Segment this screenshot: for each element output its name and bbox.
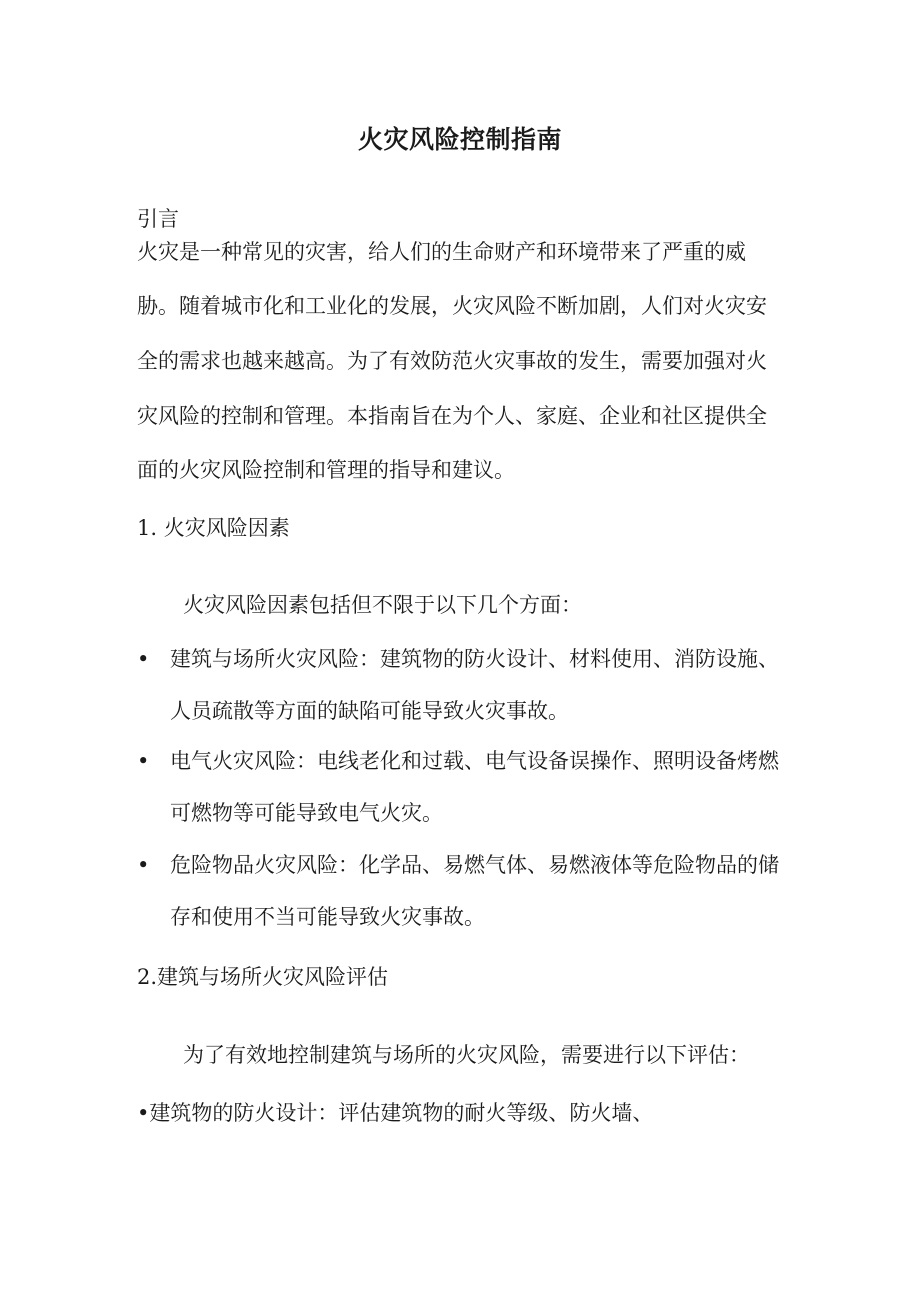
section1-item-1-line-1: 建筑与场所火灾风险：建筑物的防火设计、材料使用、消防设施、 <box>170 647 779 671</box>
intro-line-5: 面的火灾风险控制和管理的指导和建议。 <box>137 458 515 482</box>
intro-line-3: 全的需求也越来越高。为了有效防范火灾事故的发生，需要加强对火 <box>137 349 767 373</box>
section1-bullet-1: • <box>137 647 150 671</box>
document-title: 火灾风险控制指南 <box>357 125 562 154</box>
section1-bullet-3: • <box>137 853 150 877</box>
intro-heading: 引言 <box>137 207 179 231</box>
section2-lead: 为了有效地控制建筑与场所的火灾风险，需要进行以下评估： <box>183 1043 750 1067</box>
section1-item-1-line-2: 人员疏散等方面的缺陷可能导致火灾事故。 <box>170 699 569 723</box>
section2-heading: 2.建筑与场所火灾风险评估 <box>137 965 389 989</box>
section1-bullet-2: • <box>137 749 150 773</box>
section1-item-3-line-1: 危险物品火灾风险：化学品、易燃气体、易燃液体等危险物品的储 <box>170 853 779 877</box>
section2-item-1: •建筑物的防火设计：评估建筑物的耐火等级、防火墙、 <box>137 1101 654 1125</box>
intro-line-4: 灾风险的控制和管理。本指南旨在为个人、家庭、企业和社区提供全 <box>137 404 767 428</box>
intro-line-1: 火灾是一种常见的灾害，给人们的生命财产和环境带来了严重的威 <box>137 240 746 264</box>
intro-line-2: 胁。随着城市化和工业化的发展，火灾风险不断加剧，人们对火灾安 <box>137 294 767 318</box>
section1-item-2-line-2: 可燃物等可能导致电气火灾。 <box>170 801 443 825</box>
section1-heading: 1. 火灾风险因素 <box>137 516 290 540</box>
section1-item-2-line-1: 电气火灾风险：电线老化和过载、电气设备误操作、照明设备烤燃 <box>170 749 779 773</box>
section1-item-3-line-2: 存和使用不当可能导致火灾事故。 <box>170 905 485 929</box>
section1-lead: 火灾风险因素包括但不限于以下几个方面： <box>183 593 582 617</box>
